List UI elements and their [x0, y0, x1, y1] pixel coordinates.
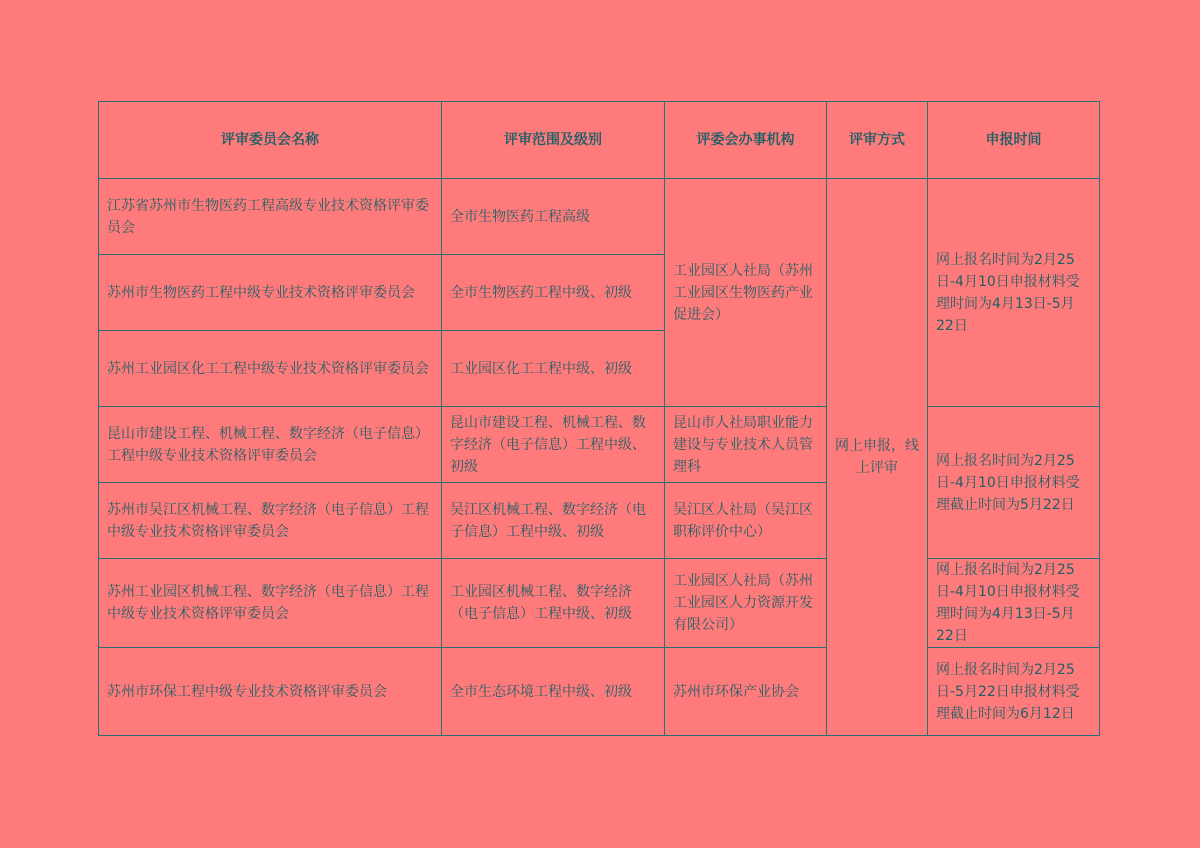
- time-cell-merged: 网上报名时间为2月25日-4月10日申报材料受理截止时间为5月22日: [928, 407, 1100, 559]
- time-cell-merged: 网上报名时间为2月25日-4月10日申报材料受理时间为4月13日-5月22日: [928, 179, 1100, 407]
- table-row: [99, 179, 1100, 255]
- header-application-time: 申报时间: [928, 102, 1100, 179]
- table-row: [99, 559, 1100, 648]
- table-row: [99, 648, 1100, 736]
- committee-name-cell: 苏州工业园区机械工程、数字经济（电子信息）工程中级专业技术资格评审委员会: [99, 559, 442, 648]
- committee-name-cell: 苏州市吴江区机械工程、数字经济（电子信息）工程中级专业技术资格评审委员会: [99, 483, 442, 559]
- scope-cell: 全市生态环境工程中级、初级: [442, 648, 665, 736]
- office-cell: 昆山市人社局职业能力建设与专业技术人员管理科: [665, 407, 827, 483]
- time-cell: 网上报名时间为2月25日-4月10日申报材料受理时间为4月13日-5月22日: [928, 559, 1100, 648]
- scope-cell: 昆山市建设工程、机械工程、数字经济（电子信息）工程中级、初级: [442, 407, 665, 483]
- review-committee-table: [98, 101, 1100, 736]
- table-row: [99, 407, 1100, 483]
- committee-name-cell: 苏州市环保工程中级专业技术资格评审委员会: [99, 648, 442, 736]
- committee-name-cell: 昆山市建设工程、机械工程、数字经济（电子信息）工程中级专业技术资格评审委员会: [99, 407, 442, 483]
- table-header-row: [99, 102, 1100, 179]
- office-cell-merged: 工业园区人社局（苏州工业园区生物医药产业促进会）: [665, 179, 827, 407]
- header-scope-level: 评审范围及级别: [442, 102, 665, 179]
- office-cell: 吴江区人社局（吴江区职称评价中心）: [665, 483, 827, 559]
- method-cell-merged: 网上申报，线上评审: [827, 179, 928, 736]
- committee-name-cell: 苏州市生物医药工程中级专业技术资格评审委员会: [99, 255, 442, 331]
- committee-name-cell: 苏州工业园区化工工程中级专业技术资格评审委员会: [99, 331, 442, 407]
- scope-cell: 全市生物医药工程高级: [442, 179, 665, 255]
- time-cell: 网上报名时间为2月25日-5月22日申报材料受理截止时间为6月12日: [928, 648, 1100, 736]
- committee-name-cell: 江苏省苏州市生物医药工程高级专业技术资格评审委员会: [99, 179, 442, 255]
- scope-cell: 吴江区机械工程、数字经济（电子信息）工程中级、初级: [442, 483, 665, 559]
- header-review-method: 评审方式: [827, 102, 928, 179]
- scope-cell: 全市生物医药工程中级、初级: [442, 255, 665, 331]
- office-cell: 工业园区人社局（苏州工业园区人力资源开发有限公司）: [665, 559, 827, 648]
- scope-cell: 工业园区机械工程、数字经济（电子信息）工程中级、初级: [442, 559, 665, 648]
- header-committee-name: 评审委员会名称: [99, 102, 442, 179]
- office-cell: 苏州市环保产业协会: [665, 648, 827, 736]
- scope-cell: 工业园区化工工程中级、初级: [442, 331, 665, 407]
- header-office: 评委会办事机构: [665, 102, 827, 179]
